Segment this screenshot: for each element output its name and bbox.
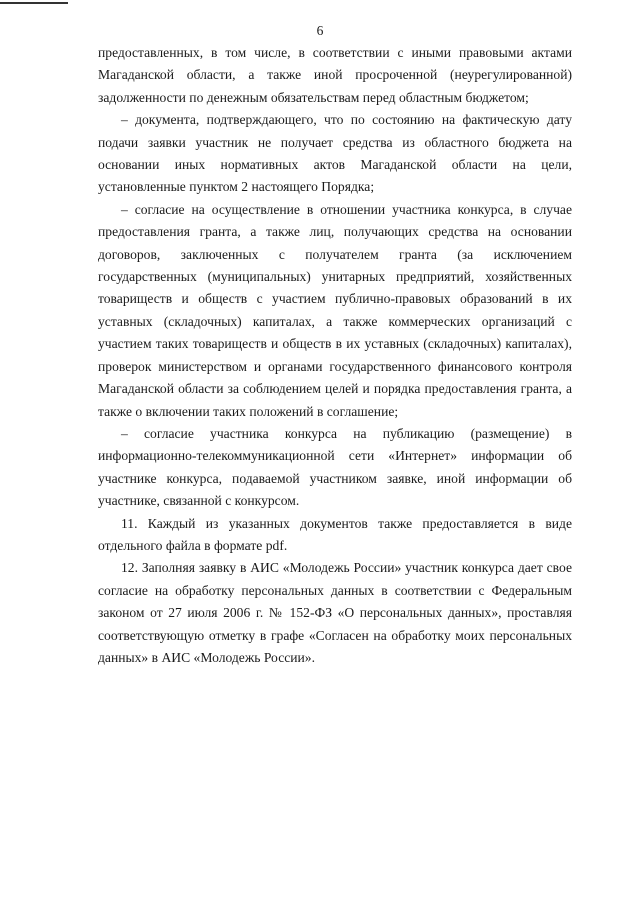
paragraph-item-11: 11. Каждый из указанных документов также предоставляется в виде отдельного файла в формате pdf. (98, 515, 572, 553)
paragraph-item-12: 12. Заполняя заявку в АИС «Молодежь России» участник конкурса дает свое согласие на обработку персональных данных в соответствии с Федеральным законом от 27 июля 2006 г. № 152-ФЗ «О персональных данных», проставляя соответствующую отметку в графе «Согласен на обработку моих персональных данных» в АИС «Молодежь России». (98, 560, 572, 665)
paragraph-audit-consent: – согласие на осуществление в отношении участника конкурса, в случае предоставления гранта, а также лиц, получающих средства на основании договоров, заключенных с получателем гранта (за исключением государственных (муниципальных) унитарных предприятий, хозяйственных товариществ и обществ с участием публично-правовых образований в их уставных (складочных) капиталах, а также коммерческих организаций с участием таких товариществ и обществ в их уставных (складочных) капиталах), проверок министерством и органами государственного финансового контроля Магаданской области за соблюдением целей и порядка предоставления гранта, а также о включении таких положений в соглашение; (98, 201, 572, 419)
paragraph-publication-consent: – согласие участника конкурса на публикацию (размещение) в информационно-телекоммуникационной сети «Интернет» информации об участнике конкурса, подаваемой участником заявке, иной информации об участнике, связанной с конкурсом. (98, 425, 572, 509)
top-rule (0, 2, 68, 4)
page-number: 6 (316, 23, 324, 38)
paragraph-continuation: предоставленных, в том числе, в соответствии с иными правовыми актами Магаданской области, а также иной просроченной (неурегулированной) задолженности по денежным обязательствам перед областным бюджетом; (98, 45, 572, 105)
paragraph-document-confirmation: – документа, подтверждающего, что по состоянию на фактическую дату подачи заявки участник не получает средства из областного бюджета на основании иных нормативных актов Магаданской области на цели, установленные пунктом 2 настоящего Порядка; (98, 112, 572, 195)
document-body (98, 42, 572, 669)
